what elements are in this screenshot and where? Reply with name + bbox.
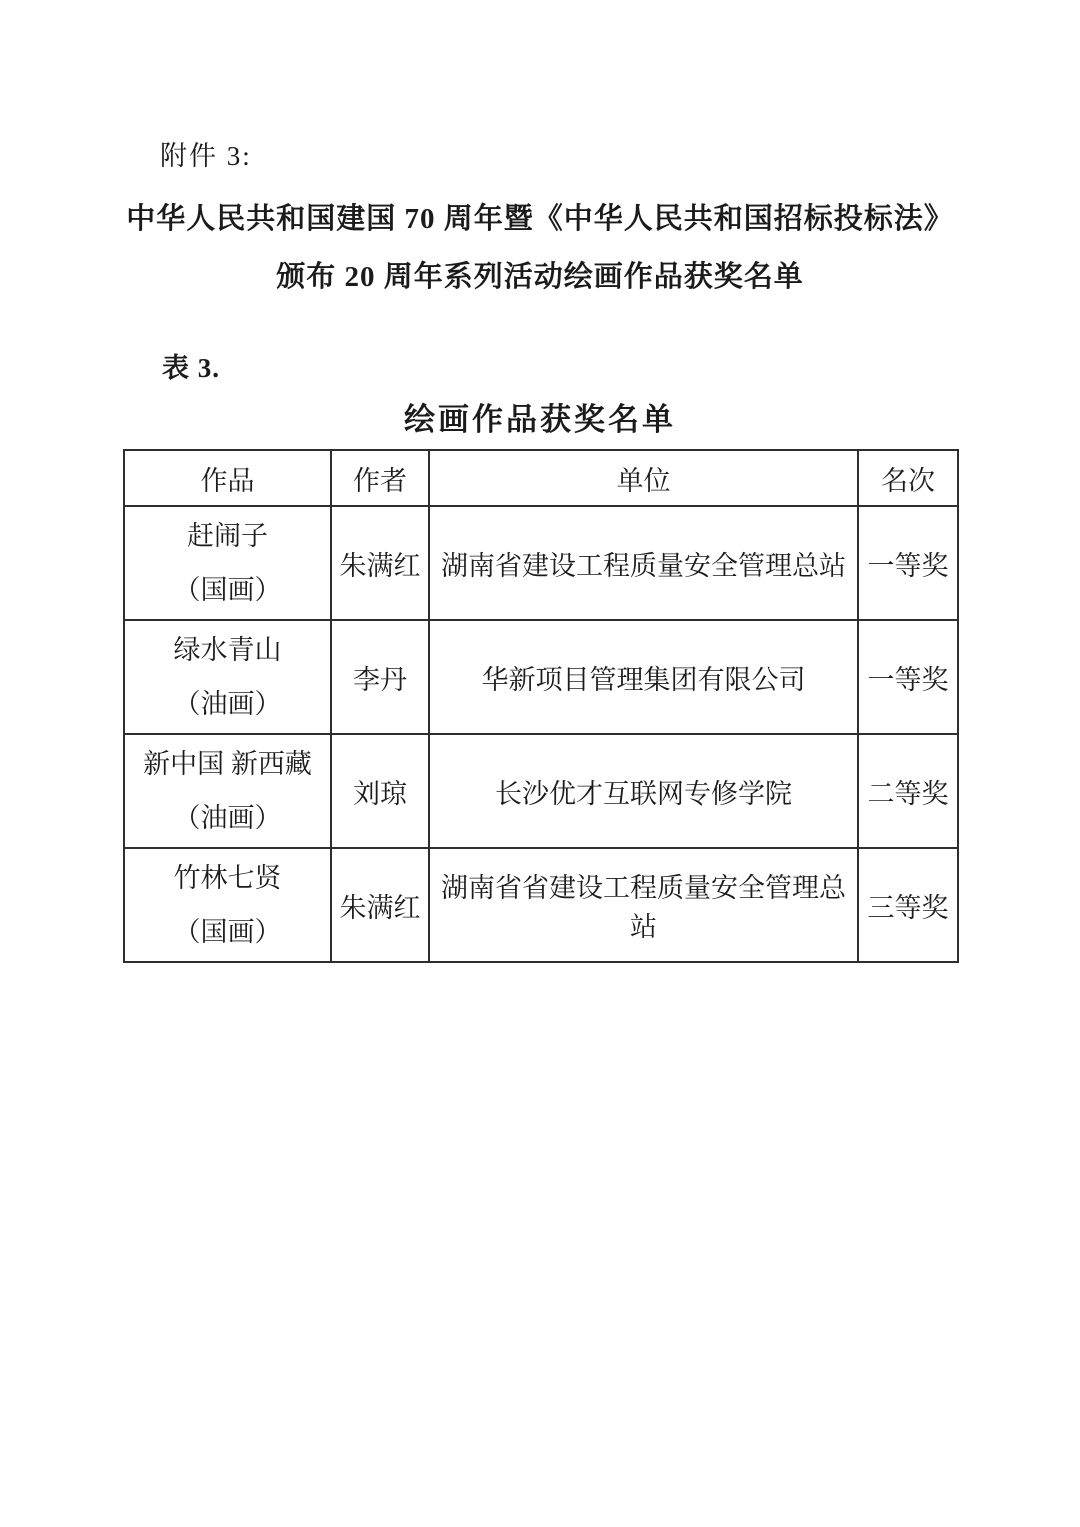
awards-table-header bbox=[124, 450, 958, 506]
table-number-label: 表 3. bbox=[162, 353, 220, 383]
table-row bbox=[124, 620, 958, 734]
table-title: 绘画作品获奖名单 bbox=[404, 402, 676, 437]
unit-cell: 湖南省省建设工程质量安全管理总站 bbox=[429, 848, 858, 962]
rank-cell: 一等奖 bbox=[858, 620, 958, 734]
author-cell: 朱满红 bbox=[331, 506, 429, 620]
document-title-line2: 颁布 20 周年系列活动绘画作品获奖名单 bbox=[276, 261, 804, 293]
author-cell: 李丹 bbox=[331, 620, 429, 734]
work-cell bbox=[124, 620, 331, 734]
column-header-work: 作品 bbox=[124, 450, 331, 506]
awards-table bbox=[123, 449, 959, 963]
awards-table-body bbox=[124, 506, 958, 962]
table-row bbox=[124, 848, 958, 962]
table-row bbox=[124, 506, 958, 620]
column-header-author: 作者 bbox=[331, 450, 429, 506]
unit-cell: 湖南省建设工程质量安全管理总站 bbox=[429, 506, 858, 620]
work-title: 新中国 新西藏 bbox=[143, 749, 312, 779]
work-medium: （油画） bbox=[173, 803, 282, 833]
work-cell bbox=[124, 506, 331, 620]
work-medium: （油画） bbox=[173, 689, 282, 719]
work-medium: （国画） bbox=[173, 575, 282, 605]
author-cell: 刘琼 bbox=[331, 734, 429, 848]
unit-cell: 华新项目管理集团有限公司 bbox=[429, 620, 858, 734]
work-cell bbox=[124, 848, 331, 962]
header-row bbox=[124, 450, 958, 506]
rank-cell: 一等奖 bbox=[858, 506, 958, 620]
attachment-label: 附件 3: bbox=[160, 141, 252, 171]
work-medium: （国画） bbox=[173, 917, 282, 947]
column-header-rank: 名次 bbox=[858, 450, 958, 506]
work-title: 竹林七贤 bbox=[173, 863, 282, 893]
work-cell bbox=[124, 734, 331, 848]
work-title: 绿水青山 bbox=[173, 635, 282, 665]
rank-cell: 二等奖 bbox=[858, 734, 958, 848]
document-title-line1: 中华人民共和国建国 70 周年暨《中华人民共和国招标投标法》 bbox=[126, 203, 954, 235]
table-row bbox=[124, 734, 958, 848]
unit-cell: 长沙优才互联网专修学院 bbox=[429, 734, 858, 848]
column-header-unit: 单位 bbox=[429, 450, 858, 506]
rank-cell: 三等奖 bbox=[858, 848, 958, 962]
work-title: 赶闹子 bbox=[187, 521, 268, 551]
author-cell: 朱满红 bbox=[331, 848, 429, 962]
